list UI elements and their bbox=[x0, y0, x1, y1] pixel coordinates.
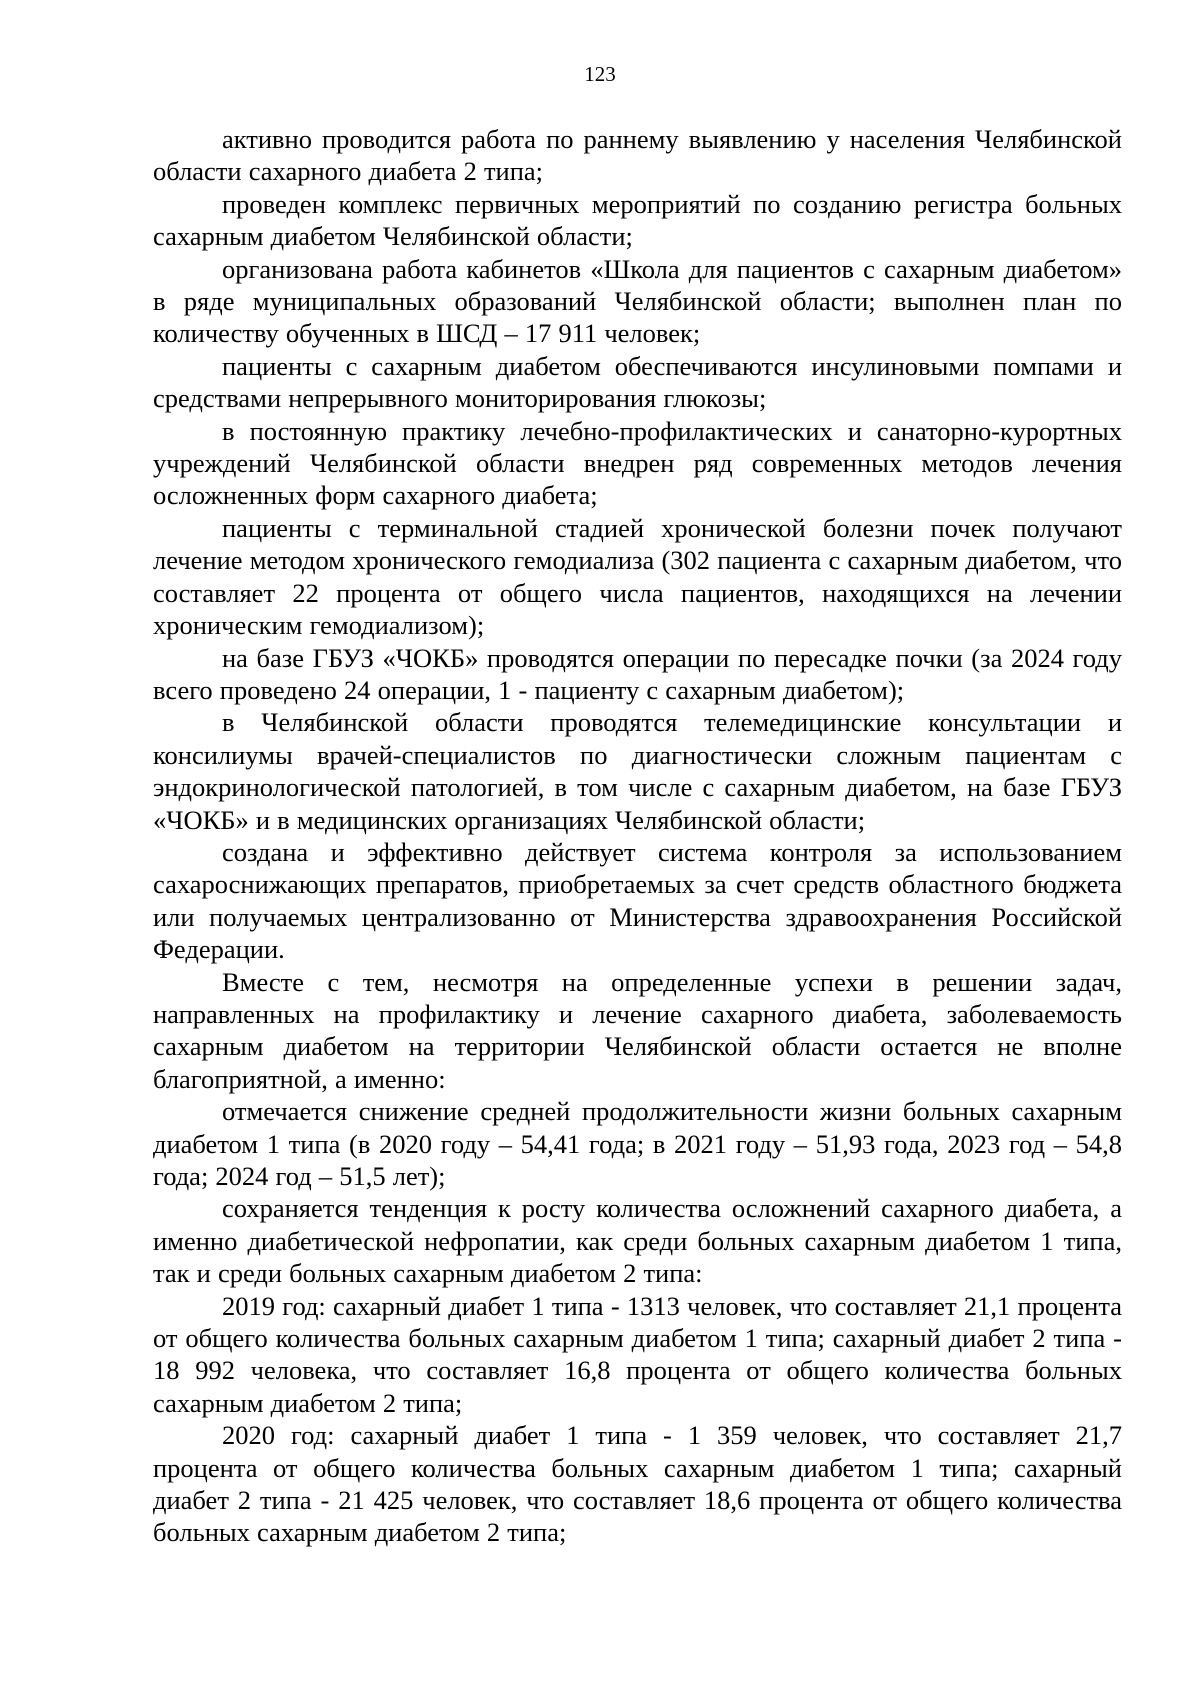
page-number: 123 bbox=[584, 62, 616, 86]
paragraph: пациенты с терминальной стадией хронической болезни почек получают лечение методом хронического гемодиализа (302 пациента с сахарным диабетом, что составляет 22 процента от общего числа пациентов, находящихся на лечении хроническим гемодиализом); bbox=[153, 512, 1122, 641]
paragraph: 2020 год: сахарный диабет 1 типа - 1 359 человек, что составляет 21,7 процента от общего количества больных сахарным диабетом 1 типа; сахарный диабет 2 типа - 21 425 человек, что составляет 18,6 процента от общего количества больных сахарным диабетом 2 типа; bbox=[153, 1420, 1122, 1548]
paragraph: отмечается снижение средней продолжительности жизни больных сахарным диабетом 1 типа (в 2020 году – 54,41 года; в 2021 году – 51,93 года, 2023 год – 54,8 года; 2024 год – 51,5 лет); bbox=[153, 1096, 1122, 1191]
paragraph: на базе ГБУЗ «ЧОКБ» проводятся операции по пересадке почки (за 2024 году всего проведено 24 операции, 1 - пациенту с сахарным диабетом); bbox=[153, 642, 1122, 705]
paragraph: проведен комплекс первичных мероприятий по созданию регистра больных сахарным диабетом Челябинской области; bbox=[153, 188, 1122, 252]
paragraph: 2019 год: сахарный диабет 1 типа - 1313 человек, что составляет 21,1 процента от общего количества больных сахарным диабетом 1 типа; сахарный диабет 2 типа - 18 992 человека, что составляет 16,8 процента от общего количества больных сахарным диабетом 2 типа; bbox=[153, 1290, 1122, 1418]
paragraph: сохраняется тенденция к росту количества осложнений сахарного диабета, а именно диабетической нефропатии, как среди больных сахарным диабетом 1 типа, так и среди больных сахарным диабетом 2 типа: bbox=[153, 1193, 1122, 1289]
paragraph: в постоянную практику лечебно-профилактических и санаторно-курортных учреждений Челябинской области внедрен ряд современных методов лечения осложненных форм сахарного диабета; bbox=[153, 415, 1122, 511]
paragraph: в Челябинской области проводятся телемедицинские консультации и консилиумы врачей-специалистов по диагностически сложным пациентам с эндокринологической патологией, в том числе с сахарным диабетом, на базе ГБУЗ «ЧОКБ» и в медицинских организациях Челябинской области; bbox=[153, 707, 1122, 835]
paragraph: организована работа кабинетов «Школа для пациентов с сахарным диабетом» в ряде муниципальных образований Челябинской области; выполнен план по количеству обученных в ШСД – 17 911 человек; bbox=[153, 253, 1122, 349]
paragraph: активно проводится работа по раннему выявлению у населения Челябинской области сахарного диабета 2 типа; bbox=[153, 124, 1122, 187]
paragraph: Вместе с тем, несмотря на определенные успехи в решении задач, направленных на профилактику и лечение сахарного диабета, заболеваемость сахарным диабетом на территории Челябинской области остается не вполне благоприятной, а именно: bbox=[153, 966, 1122, 1094]
paragraph: создана и эффективно действует система контроля за использованием сахароснижающих препаратов, приобретаемых за счет средств областного бюджета или получаемых централизованно от Министерства здравоохранения Российской Федерации. bbox=[153, 836, 1122, 965]
document-body bbox=[153, 123, 1122, 1549]
paragraph: пациенты с сахарным диабетом обеспечиваются инсулиновыми помпами и средствами непрерывного мониторирования глюкозы; bbox=[153, 350, 1122, 414]
